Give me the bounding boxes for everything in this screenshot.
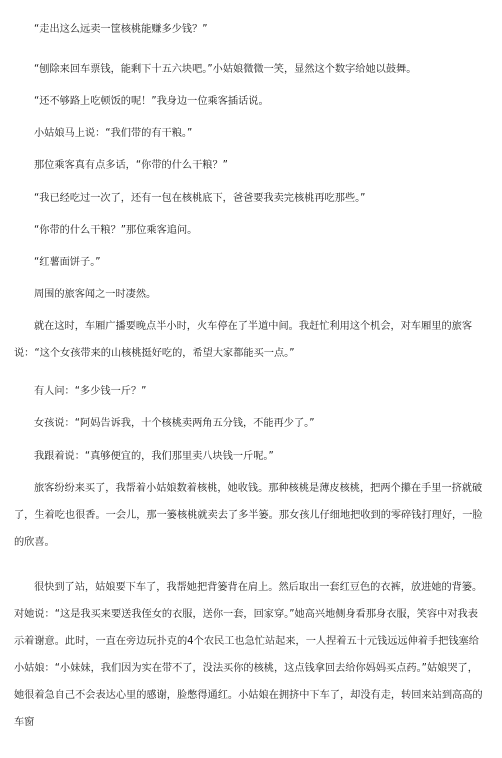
paragraph: “走出这么远卖一筐核桃能赚多少钱？” [34, 24, 208, 35]
paragraph: 周围的旅客闻之一时凄然。 [34, 289, 157, 300]
paragraph: 我跟着说：“真够便宜的，我们那里卖八块钱一斤呢。” [34, 451, 274, 462]
paragraph: “还不够路上吃顿饭的呢！”我身边一位乘客插话说。 [34, 96, 269, 107]
paragraph: 小姑娘马上说：“我们带的有干粮。” [34, 128, 193, 139]
paragraph: 有人问：“多少钱一斤？” [34, 386, 147, 397]
paragraph: “红薯面饼子。” [34, 257, 101, 268]
paragraph: 就在这时，车厢广播要晚点半小时，火车停在了半道中间。我赶忙利用这个机会，对车厢里的旅客说：“这个女孩带来的山核桃挺好吃的，希望大家都能买一点。” [14, 321, 473, 359]
paragraph: “我已经吃过一次了，还有一包在核桃底下，爸爸要我卖完核桃再吃那些。” [34, 193, 366, 204]
paragraph: 很快到了站，姑娘要下车了，我帮她把背篓背在肩上。然后取出一套红豆色的衣裤，放进她的背篓。对她说：“这是我买来要送我侄女的衣服，送你一套，回家穿。”她高兴地侧身看那身衣服，笑容中对我表示着谢意。此时，一直在旁边玩扑克的4个农民工也急忙站起来，一人捏着五十元钱远远伸着手把钱塞给小姑娘：“小妹妹，我们因为实在带不了，没法买你的核桃，这点钱拿回去给你妈妈买点药。”姑娘哭了，她很着急自己不会表达心里的感谢，脸憋得通红。小姑娘在拥挤中下车了，却没有走，转回来站到高高的车窗 [14, 582, 483, 728]
paragraph: “刨除来回车票钱，能剩下十五六块吧。”小姑娘微微一笑，显然这个数字给她以鼓舞。 [34, 64, 417, 75]
paragraph: 女孩说：“阿妈告诉我，十个核桃卖两角五分钱，不能再少了。” [34, 418, 315, 429]
paragraph: 旅客纷纷来买了，我帮着小姑娘数着核桃，她收钱。那种核桃是薄皮核桃，把两个攥在手里一挤就破了，生着吃也很香。一会儿，那一篓核桃就卖去了多半篓。那女孩儿仔细地把收到的零碎钱打理好，一脸的欣喜。 [14, 483, 483, 548]
paragraph: “你带的什么干粮？”那位乘客追问。 [34, 225, 198, 236]
paragraph: 那位乘客真有点多话，“你带的什么干粮？” [34, 160, 228, 171]
